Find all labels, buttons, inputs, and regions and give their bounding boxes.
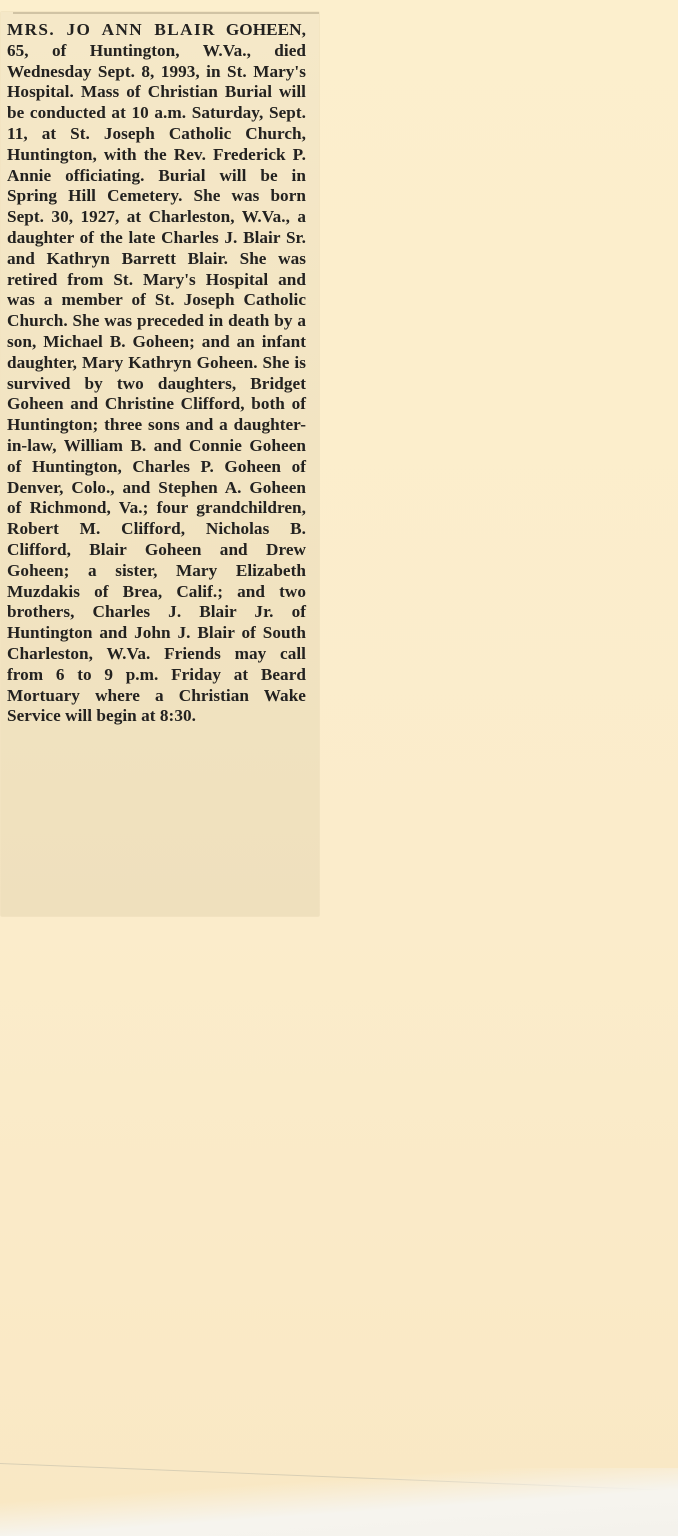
obituary-text [7,20,306,727]
scanner-bottom-edge [0,1468,678,1536]
obituary-lead: MRS. JO ANN BLAIR [7,20,216,39]
obituary-body: GOHEEN, 65, of Huntington, W.Va., died Wednesday Sept. 8, 1993, in St. Mary's Hospital. Mass of Christian Burial will be conducted at 10 a.m. Saturday, Sept. 11, at St. Joseph Catholic Church, Huntington, with the Rev. Frederick P. Annie officiating. Burial will be in Spring Hill Cemetery. She was born Sept. 30, 1927, at Charleston, W.Va., a daughter of the late Charles J. Blair Sr. and Kathryn Barrett Blair. She was retired from St. Mary's Hospital and was a member of St. Joseph Catholic Church. She was preceded in death by a son, Michael B. Goheen; and an infant daughter, Mary Kathryn Goheen. She is survived by two daughters, Bridget Goheen and Christine Clifford, both of Huntington; three sons and a daughter-in-law, William B. and Connie Goheen of Huntington, Charles P. Goheen of Denver, Colo., and Stephen A. Goheen of Richmond, Va.; four grandchildren, Robert M. Clifford, Nicholas B. Clifford, Blair Goheen and Drew Goheen; a sister, Mary Elizabeth Muzdakis of Brea, Calif.; and two brothers, Charles J. Blair Jr. of Huntington and John J. Blair of South Charleston, W.Va. Friends may call from 6 to 9 p.m. Friday at Beard Mortuary where a Christian Wake Service will begin at 8:30. [7,20,306,726]
